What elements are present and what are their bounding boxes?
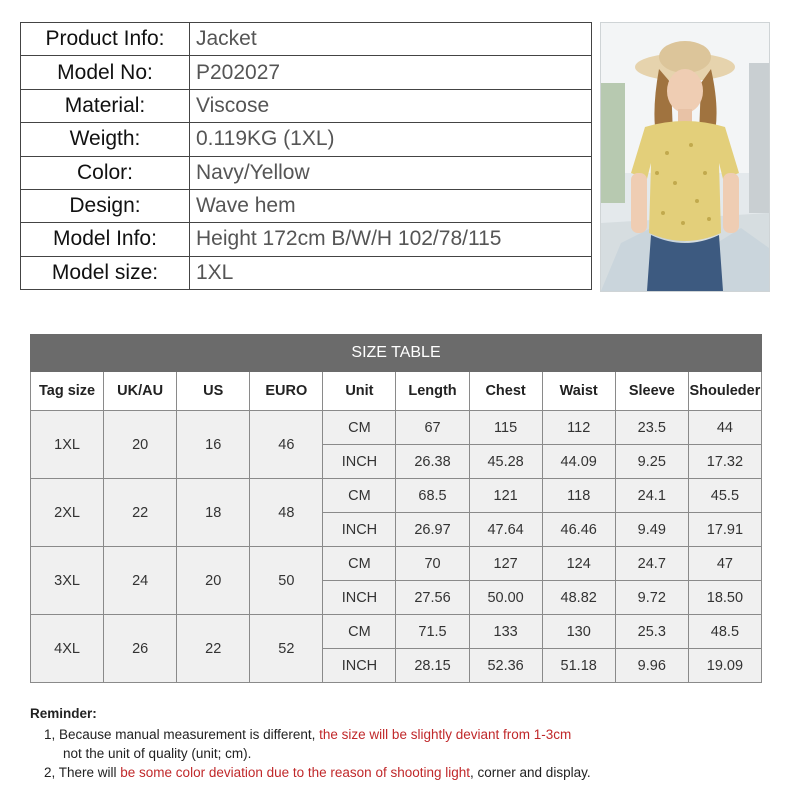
waist-cell: 51.18 [542, 649, 615, 683]
tag-size-cell: 1XL [31, 411, 104, 479]
info-label: Material: [21, 89, 190, 122]
reminder-line-1 [30, 725, 770, 744]
reminder-heading: Reminder: [30, 706, 97, 721]
size-table-header-cell: EURO [250, 372, 323, 411]
size-table-header-cell: Shouleder [688, 372, 761, 411]
info-label: Weigth: [21, 123, 190, 156]
sleeve-cell: 24.7 [615, 547, 688, 581]
info-label: Model No: [21, 56, 190, 89]
chest-cell: 52.36 [469, 649, 542, 683]
sleeve-cell: 24.1 [615, 479, 688, 513]
length-cell: 26.38 [396, 445, 469, 479]
waist-cell: 48.82 [542, 581, 615, 615]
size-row-cm [31, 479, 762, 513]
unit-cell: INCH [323, 581, 396, 615]
size-table-header-row [31, 372, 762, 411]
size-table-header-cell: UK/AU [104, 372, 177, 411]
us-size-cell: 16 [177, 411, 250, 479]
euro-size-cell: 50 [250, 547, 323, 615]
length-cell: 27.56 [396, 581, 469, 615]
reminder-line-1-highlight: the size will be slightly deviant from 1-3cm [319, 727, 572, 742]
unit-cell: CM [323, 615, 396, 649]
info-row [21, 189, 592, 222]
reminder-line-2-tail: , corner and display. [470, 765, 591, 780]
chest-cell: 115 [469, 411, 542, 445]
unit-cell: INCH [323, 513, 396, 547]
size-table-header-cell: US [177, 372, 250, 411]
shoulder-cell: 18.50 [688, 581, 761, 615]
info-value: Wave hem [190, 189, 592, 222]
size-table [30, 334, 762, 683]
size-table-header-cell: Unit [323, 372, 396, 411]
info-value: P202027 [190, 56, 592, 89]
unit-cell: INCH [323, 445, 396, 479]
info-row [21, 123, 592, 156]
sleeve-cell: 9.96 [615, 649, 688, 683]
length-cell: 70 [396, 547, 469, 581]
euro-size-cell: 52 [250, 615, 323, 683]
info-value: 0.119KG (1XL) [190, 123, 592, 156]
reminder-line-1-continued: not the unit of quality (unit; cm). [63, 746, 252, 761]
length-cell: 28.15 [396, 649, 469, 683]
waist-cell: 118 [542, 479, 615, 513]
info-label: Design: [21, 189, 190, 222]
info-label: Product Info: [21, 23, 190, 56]
size-table-header-cell: Waist [542, 372, 615, 411]
uk-size-cell: 22 [104, 479, 177, 547]
sleeve-cell: 9.49 [615, 513, 688, 547]
waist-cell: 130 [542, 615, 615, 649]
unit-cell: CM [323, 479, 396, 513]
unit-cell: CM [323, 411, 396, 445]
reminder-line-2-text: 2, There will [44, 765, 121, 780]
size-table-title: SIZE TABLE [31, 335, 762, 372]
chest-cell: 127 [469, 547, 542, 581]
us-size-cell: 22 [177, 615, 250, 683]
info-value: Navy/Yellow [190, 156, 592, 189]
info-value: Height 172cm B/W/H 102/78/115 [190, 223, 592, 256]
info-value: Jacket [190, 23, 592, 56]
size-row-cm [31, 411, 762, 445]
info-label: Model size: [21, 256, 190, 289]
reminder-section [30, 704, 770, 782]
product-info-table [20, 22, 592, 290]
model-photo [600, 22, 770, 292]
shoulder-cell: 44 [688, 411, 761, 445]
info-value: 1XL [190, 256, 592, 289]
uk-size-cell: 24 [104, 547, 177, 615]
shoulder-cell: 48.5 [688, 615, 761, 649]
waist-cell: 124 [542, 547, 615, 581]
size-table-header-cell: Chest [469, 372, 542, 411]
sleeve-cell: 9.25 [615, 445, 688, 479]
length-cell: 68.5 [396, 479, 469, 513]
sleeve-cell: 9.72 [615, 581, 688, 615]
chest-cell: 50.00 [469, 581, 542, 615]
shoulder-cell: 19.09 [688, 649, 761, 683]
chest-cell: 121 [469, 479, 542, 513]
waist-cell: 44.09 [542, 445, 615, 479]
euro-size-cell: 48 [250, 479, 323, 547]
uk-size-cell: 26 [104, 615, 177, 683]
size-row-cm [31, 615, 762, 649]
reminder-line-2-highlight: be some color deviation due to the reason of shooting light [120, 765, 471, 780]
uk-size-cell: 20 [104, 411, 177, 479]
info-row [21, 23, 592, 56]
chest-cell: 47.64 [469, 513, 542, 547]
us-size-cell: 18 [177, 479, 250, 547]
size-row-cm [31, 547, 762, 581]
info-label: Color: [21, 156, 190, 189]
waist-cell: 46.46 [542, 513, 615, 547]
info-row [21, 156, 592, 189]
chest-cell: 133 [469, 615, 542, 649]
sleeve-cell: 23.5 [615, 411, 688, 445]
shoulder-cell: 17.91 [688, 513, 761, 547]
unit-cell: INCH [323, 649, 396, 683]
info-label: Model Info: [21, 223, 190, 256]
unit-cell: CM [323, 547, 396, 581]
tag-size-cell: 3XL [31, 547, 104, 615]
shoulder-cell: 17.32 [688, 445, 761, 479]
info-row [21, 89, 592, 122]
tag-size-cell: 4XL [31, 615, 104, 683]
size-table-header-cell: Tag size [31, 372, 104, 411]
sleeve-cell: 25.3 [615, 615, 688, 649]
euro-size-cell: 46 [250, 411, 323, 479]
model-photo-illustration [601, 23, 769, 291]
shoulder-cell: 47 [688, 547, 761, 581]
size-table-header-cell: Length [396, 372, 469, 411]
us-size-cell: 20 [177, 547, 250, 615]
length-cell: 26.97 [396, 513, 469, 547]
length-cell: 67 [396, 411, 469, 445]
chest-cell: 45.28 [469, 445, 542, 479]
info-row [21, 256, 592, 289]
waist-cell: 112 [542, 411, 615, 445]
info-value: Viscose [190, 89, 592, 122]
tag-size-cell: 2XL [31, 479, 104, 547]
shoulder-cell: 45.5 [688, 479, 761, 513]
size-table-header-cell: Sleeve [615, 372, 688, 411]
info-row [21, 56, 592, 89]
info-row [21, 223, 592, 256]
reminder-line-2 [30, 763, 770, 782]
reminder-line-1-text: 1, Because manual measurement is different, [44, 727, 320, 742]
length-cell: 71.5 [396, 615, 469, 649]
